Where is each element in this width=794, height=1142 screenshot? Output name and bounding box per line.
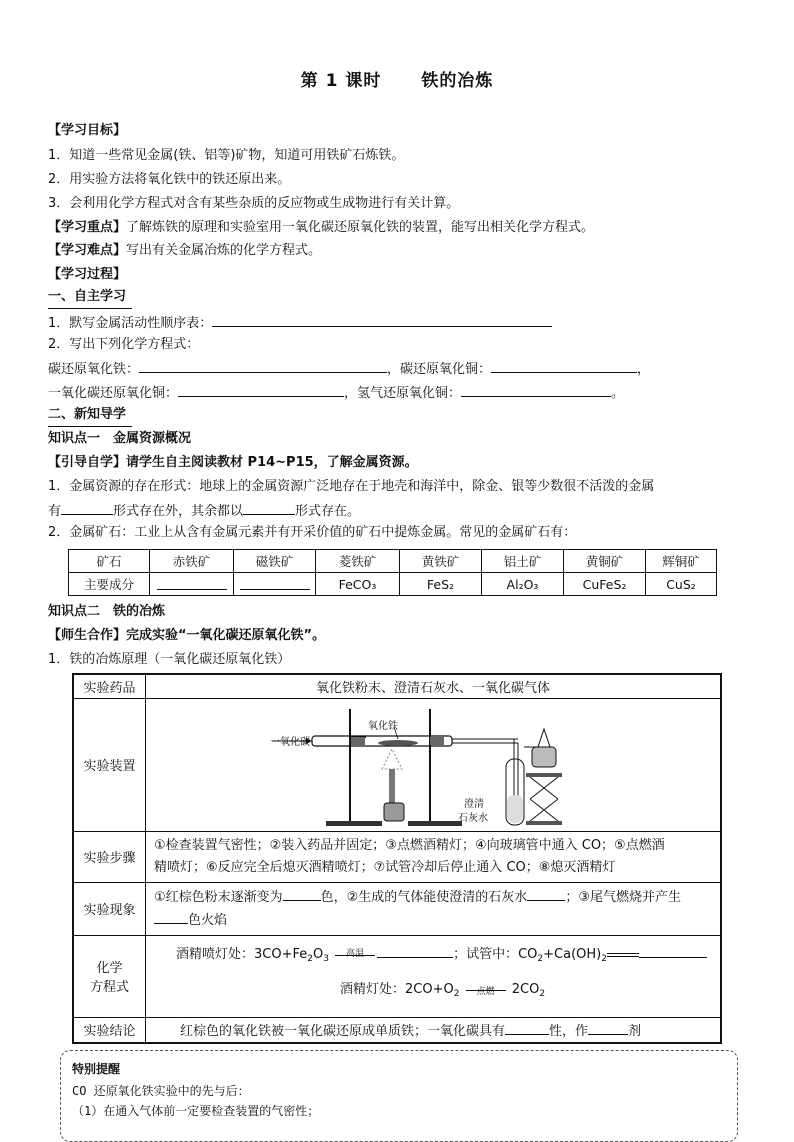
exp-row-drugs: [73, 674, 721, 698]
right-stand-base: [408, 821, 462, 826]
process-heading: 【学习过程】: [48, 267, 127, 282]
answer-blank[interactable]: [639, 943, 707, 958]
iron-oxide-sample: [378, 740, 418, 746]
label-limewater-1: 澄清: [464, 798, 484, 810]
ore-component: FeS₂: [400, 573, 482, 596]
condition-arrow: 点燃: [464, 983, 508, 997]
tips-line-1: CO 还原氧化铁实验中的先与后：: [72, 1084, 250, 1098]
ore-name: 赤铁矿: [150, 550, 234, 573]
condition-arrow: 高温: [333, 948, 377, 962]
paragraph-2: 2．金属矿石：工业上从含有金属元素并有开采价值的矿石中提炼金属。常见的金属矿石有：: [48, 525, 577, 540]
exp-steps-label: 实验步骤: [73, 831, 146, 882]
ore-table: [68, 549, 717, 596]
page-title: 第 1 课时 铁的冶炼: [300, 71, 494, 91]
principle: 1．铁的冶炼原理（一氧化碳还原氧化铁）: [48, 652, 291, 667]
answer-blank[interactable]: [505, 1020, 549, 1035]
exp-row-phenomena: [73, 882, 721, 935]
cooperation: 【师生合作】完成实验“一氧化碳还原氧化铁”。: [48, 628, 326, 643]
apparatus-cell: [146, 698, 722, 831]
answer-blank[interactable]: [283, 886, 321, 901]
left-stand-base: [326, 821, 382, 826]
ore-header-label: 矿石: [69, 550, 150, 573]
answer-blank[interactable]: [527, 886, 565, 901]
ore-name: 辉铜矿: [646, 550, 717, 573]
exp-steps: ①检查装置气密性；②装入药品并固定；③点燃酒精灯；④向玻璃管中通入 CO；⑤点燃酒 精喷灯；⑥反应完全后熄灭酒精喷灯；⑦试管冷却后停止通入 CO；⑧熄灭酒精灯: [146, 831, 722, 882]
alcohol-lamp: [532, 747, 556, 767]
exhaust-flame: [538, 729, 550, 747]
ore-component-blank[interactable]: [234, 573, 316, 596]
objective-3: 3．会利用化学方程式对含有某些杂质的反应物或生成物进行有关计算。: [48, 196, 460, 211]
answer-blank[interactable]: [461, 382, 611, 397]
exp-row-steps: [73, 831, 721, 882]
ore-name: 黄铁矿: [400, 550, 482, 573]
ore-name: 铝土矿: [482, 550, 564, 573]
exp-conclusion: 红棕色的氧化铁被一氧化碳还原成单质铁；一氧化碳具有 性，作 剂: [146, 1017, 722, 1043]
ore-name: 黄铜矿: [564, 550, 646, 573]
exp-equations: [146, 935, 722, 1017]
answer-blank[interactable]: [139, 358, 387, 373]
lab-jack-top: [526, 773, 562, 777]
answer-blank[interactable]: [154, 909, 188, 924]
equation-2: 酒精灯处：$2CO+O_2$ 点燃 $2CO_2$: [340, 982, 546, 999]
exp-row-setup: [73, 698, 721, 831]
equation-row-2: 一氧化碳还原氧化铜： ，氢气还原氧化铜： 。: [48, 382, 624, 404]
spray-lamp-body: [384, 803, 404, 821]
label-iron-oxide: 氧化铁: [368, 720, 398, 732]
objective-1: 1．知道一些常见金属(铁、铝等)矿物，知道可用铁矿石炼铁。: [48, 148, 405, 163]
ore-component: CuS₂: [646, 573, 717, 596]
guide-self-study: 【引导自学】请学生自主阅读教材 P14~P15，了解金属资源。: [48, 455, 418, 470]
equation-1: 酒精喷灯处：$3CO+Fe_2O_3$ 高温 ；试管中：$CO_2+Ca(OH)_2$: [158, 941, 708, 973]
exp-row-equations: [73, 935, 721, 1017]
stopper-left: [351, 737, 365, 745]
limewater: [507, 795, 523, 823]
answer-blank[interactable]: [61, 500, 113, 515]
objectives-heading: 【学习目标】: [48, 123, 127, 138]
paragraph-1-line-2: 有 形式存在外，其余都以 形式存在。: [48, 500, 360, 522]
ore-component: CuFeS₂: [564, 573, 646, 596]
answer-blank[interactable]: [588, 1020, 628, 1035]
spray-flame: [382, 749, 402, 769]
answer-blank[interactable]: [377, 943, 453, 958]
ore-name: 菱铁矿: [316, 550, 400, 573]
experiment-table: [72, 673, 722, 1044]
objective-2: 2．用实验方法将氧化铁中的铁还原出来。: [48, 172, 291, 187]
difficulty: 【学习难点】写出有关金属冶炼的化学方程式。: [48, 243, 322, 258]
exp-row-conclusion: [73, 1017, 721, 1043]
knowledge-point-1: 知识点一 金属资源概况: [48, 431, 192, 446]
equals-sign: [607, 953, 639, 957]
ore-header-row: [69, 550, 717, 573]
answer-blank[interactable]: [243, 500, 295, 515]
question-2: 2．写出下列化学方程式：: [48, 337, 200, 352]
answer-blank[interactable]: [212, 312, 552, 327]
ore-component-blank[interactable]: [150, 573, 234, 596]
ore-row-label: 主要成分: [69, 573, 150, 596]
label-co-inlet: 一氧化碳: [270, 736, 310, 748]
exp-drugs-label: 实验药品: [73, 674, 146, 698]
ore-name: 磁铁矿: [234, 550, 316, 573]
knowledge-point-2: 知识点二 铁的冶炼: [48, 604, 166, 619]
exp-phenomena-label: 实验现象: [73, 882, 146, 935]
ore-component: Al₂O₃: [482, 573, 564, 596]
label-limewater-2: 石灰水: [458, 812, 488, 824]
answer-blank[interactable]: [178, 382, 344, 397]
question-1: 1．默写金属活动性顺序表：: [48, 312, 552, 334]
stopper-right: [430, 737, 444, 745]
exp-phenomena: ①红棕色粉末逐渐变为 色，②生成的气体能使澄清的石灰水 ；③尾气燃烧并产生 色火焰: [146, 882, 722, 935]
answer-blank[interactable]: [491, 358, 637, 373]
lab-jack-bottom: [526, 821, 562, 825]
ore-component: FeCO₃: [316, 573, 400, 596]
tips-heading: 特别提醒: [72, 1062, 121, 1076]
exp-drugs: 氧化铁粉末、澄清石灰水、一氧化碳气体: [146, 674, 722, 698]
equation-row-1: 碳还原氧化铁： ，碳还原氧化铜： ，: [48, 358, 650, 380]
exp-setup-label: 实验装置: [73, 698, 146, 831]
exp-equation-label: 化学 方程式: [73, 935, 146, 1017]
lab-jack: [530, 777, 558, 821]
ore-component-row: [69, 573, 717, 596]
key-point: 【学习重点】了解炼铁的原理和实验室用一氧化碳还原氧化铁的装置，能写出相关化学方程式。: [48, 220, 595, 235]
exp-conclusion-label: 实验结论: [73, 1017, 146, 1043]
tips-line-2: （1）在通入气体前一定要检查装置的气密性；: [72, 1104, 320, 1118]
section2-heading: 二、新知导学: [48, 405, 132, 427]
section1-heading: 一、自主学习: [48, 287, 132, 309]
apparatus-diagram: [146, 699, 720, 831]
paragraph-1-line-1: 1．金属资源的存在形式：地球上的金属资源广泛地存在于地壳和海洋中，除金、银等少数很不活泼的金属: [48, 479, 655, 494]
